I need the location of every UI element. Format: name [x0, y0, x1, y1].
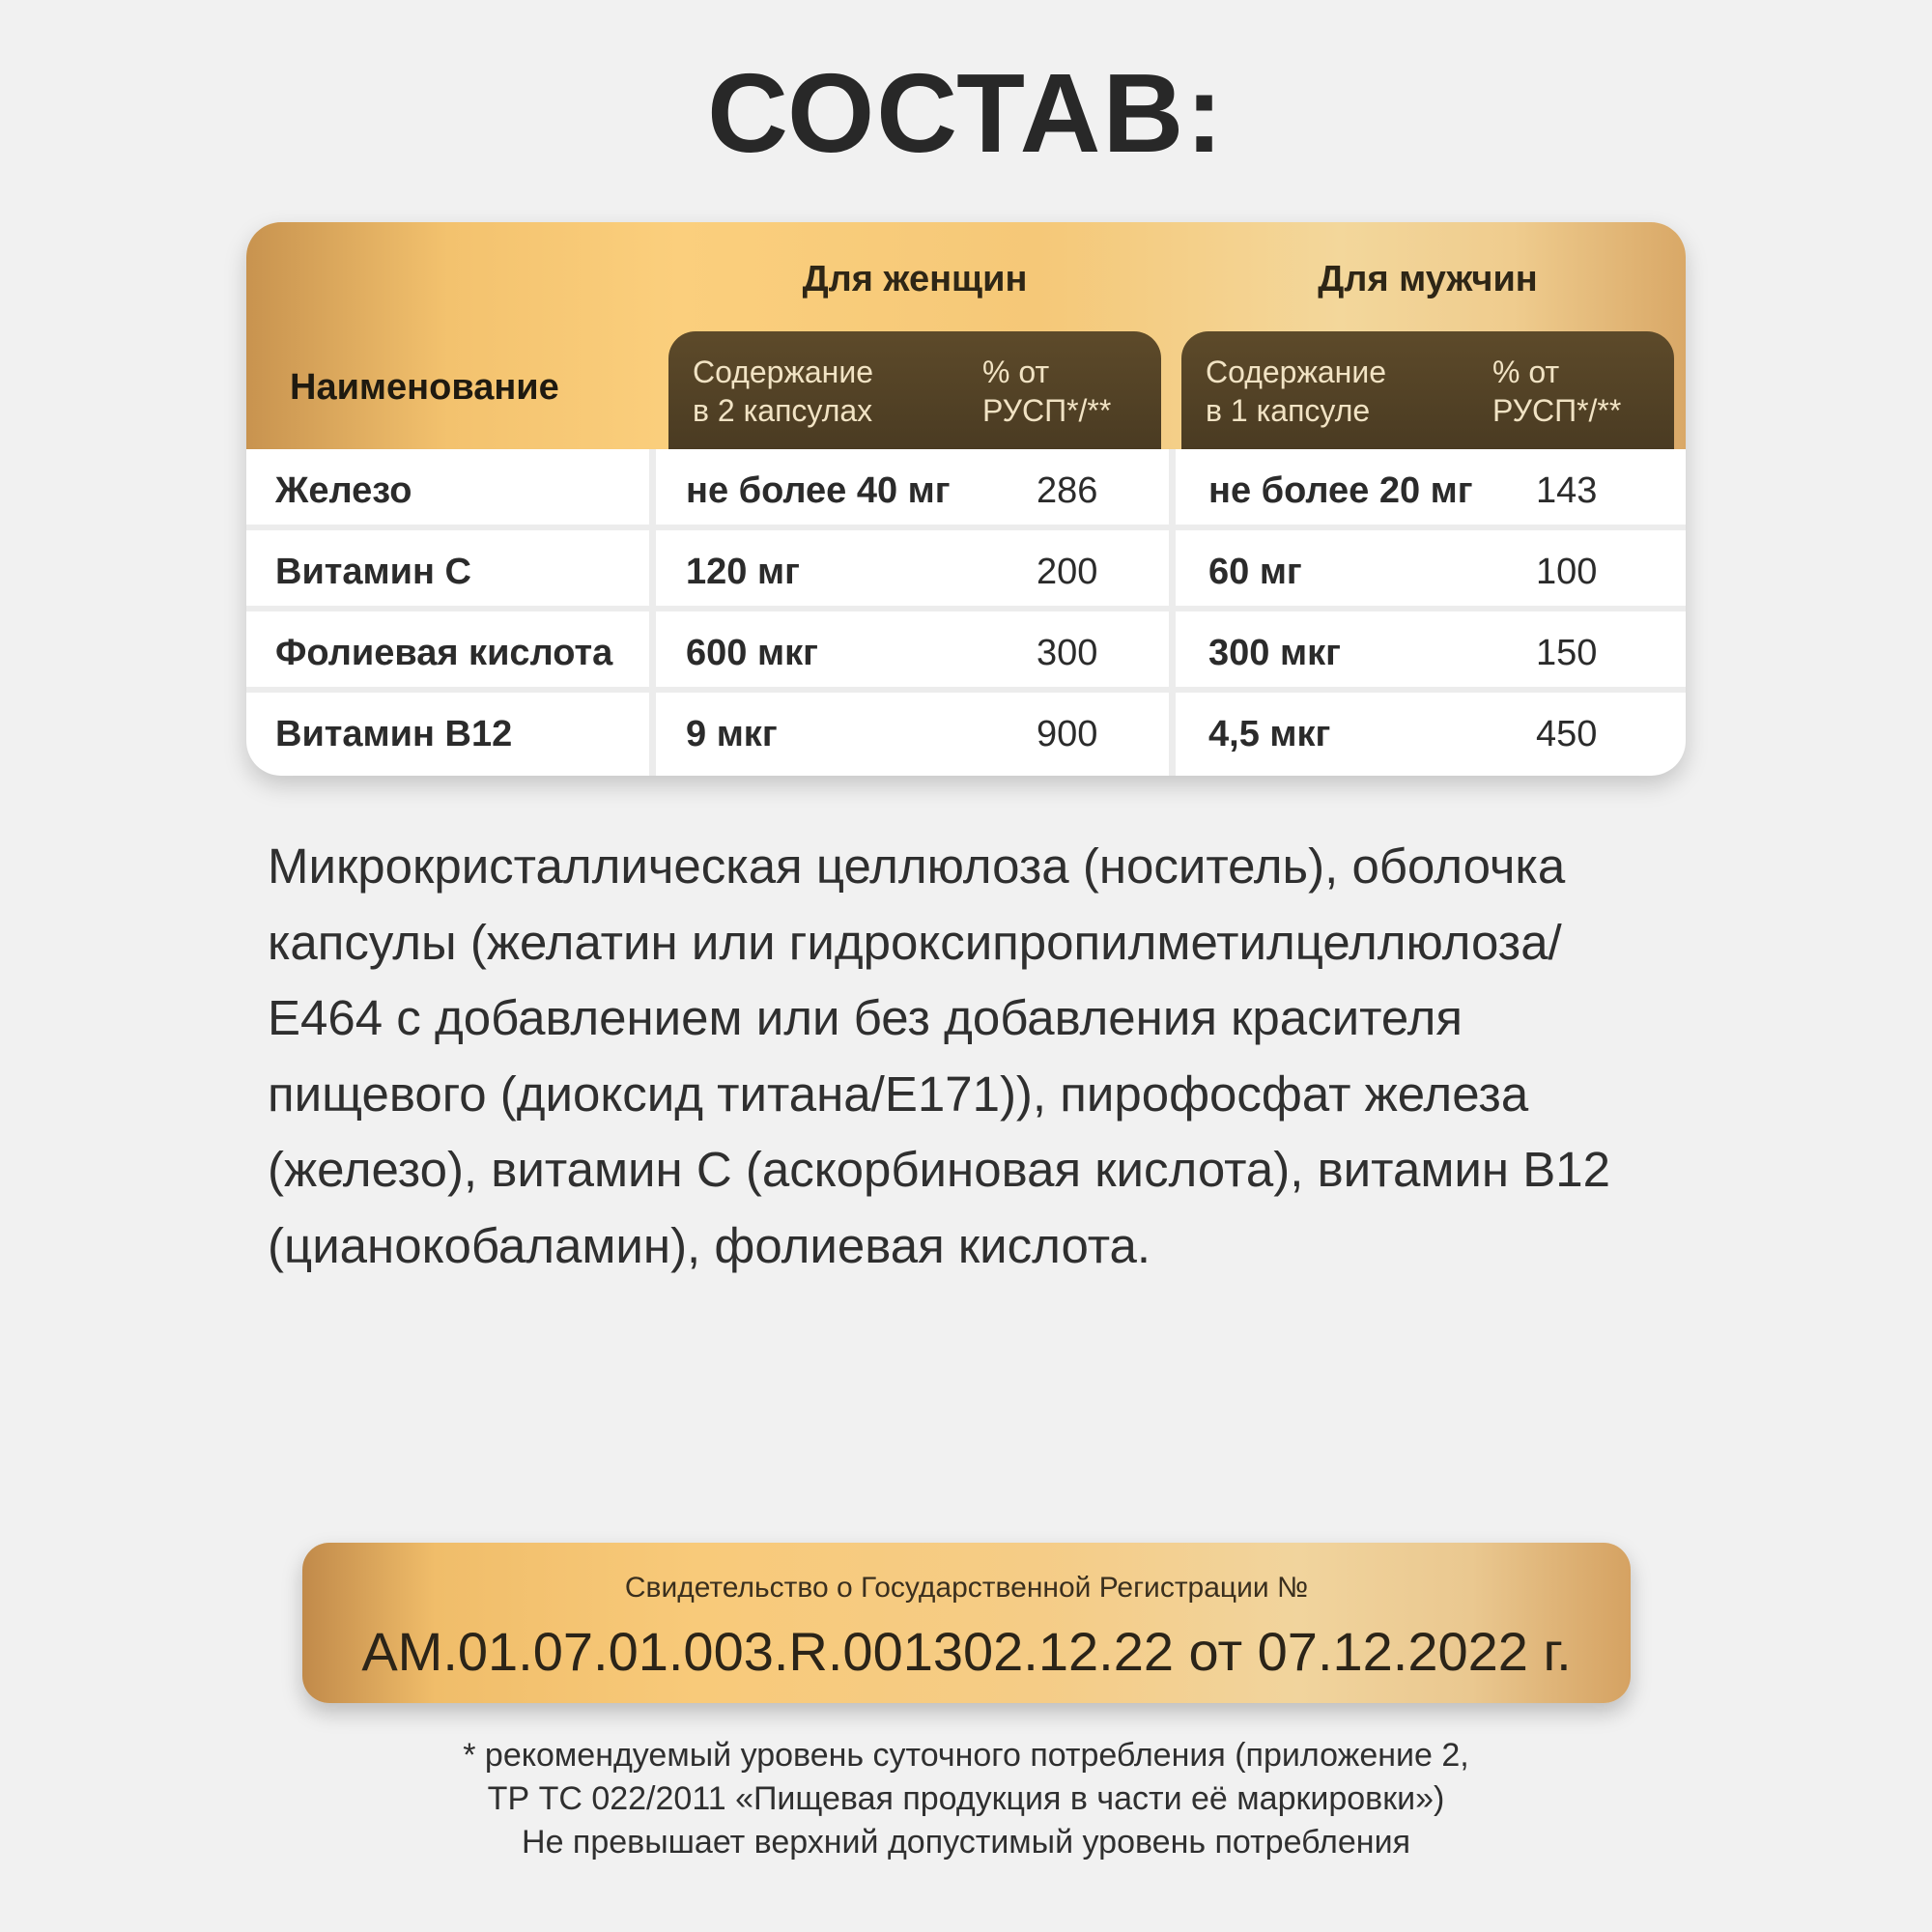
table-row — [246, 611, 1686, 687]
composition-table — [246, 222, 1686, 776]
footnote-line: Не превышает верхний допустимый уровень потребления — [522, 1824, 1410, 1861]
women-content-header: Содержание в 2 капсулах — [693, 355, 874, 428]
women-amount: 120 мг — [686, 552, 800, 592]
table-row — [246, 530, 1686, 606]
nutrient-name: Железо — [275, 470, 412, 511]
ingredients-line: Е464 с добавлением или без добавления красителя — [268, 990, 1463, 1045]
women-subheader — [668, 331, 1161, 449]
registration-label: Свидетельство о Государственной Регистрации № — [624, 1572, 1309, 1604]
footnote — [0, 1734, 1932, 1864]
ingredients-line: капсулы (желатин или гидроксипропилметилцеллюлоза/ — [268, 914, 1562, 970]
men-amount: 60 мг — [1208, 552, 1302, 592]
footnote-line: ТР ТС 022/2011 «Пищевая продукция в части её маркировки») — [487, 1780, 1445, 1817]
nutrient-name: Фолиевая кислота — [275, 633, 613, 673]
men-group-header: Для мужчин — [1318, 259, 1538, 299]
ingredients-line: пищевого (диоксид титана/Е171)), пирофосфат железа — [268, 1065, 1529, 1122]
ingredients-line: (железо), витамин С (аскорбиновая кислота), витамин В12 — [268, 1142, 1610, 1197]
women-amount: 600 мкг — [686, 633, 818, 673]
men-percent: 150 — [1536, 633, 1598, 673]
ingredients-line: (цианокобаламин), фолиевая кислота. — [268, 1217, 1151, 1273]
women-amount: 9 мкг — [686, 714, 778, 754]
nutrient-name: Витамин В12 — [275, 714, 513, 754]
women-percent: 286 — [1037, 470, 1098, 511]
men-content-header: Содержание в 1 капсуле — [1206, 355, 1387, 428]
table-row — [246, 449, 1686, 525]
men-percent: 100 — [1536, 552, 1598, 592]
women-percent: 200 — [1037, 552, 1098, 592]
men-percent: 143 — [1536, 470, 1598, 511]
table-header — [246, 222, 1686, 449]
women-percent: 300 — [1037, 633, 1098, 673]
women-amount: не более 40 мг — [686, 470, 951, 511]
nutrient-name: Витамин С — [275, 552, 471, 592]
table-row — [246, 693, 1686, 768]
page-title: СОСТАВ: — [707, 50, 1225, 176]
registration-number: AM.01.07.01.003.R.001302.12.22 от 07.12.2022 г. — [361, 1621, 1572, 1682]
women-group-header: Для женщин — [802, 259, 1028, 299]
men-percent: 450 — [1536, 714, 1598, 754]
footnote-line: * рекомендуемый уровень суточного потребления (приложение 2, — [463, 1737, 1469, 1774]
men-percent-header: % от РУСП*/** — [1492, 355, 1622, 428]
men-amount: 300 мкг — [1208, 633, 1341, 673]
women-percent: 900 — [1037, 714, 1098, 754]
men-amount: 4,5 мкг — [1208, 714, 1331, 754]
men-amount: не более 20 мг — [1208, 470, 1473, 511]
ingredients-line: Микрокристаллическая целлюлоза (носитель), оболочка — [268, 838, 1566, 894]
ingredients-text — [268, 829, 1688, 1284]
registration-badge — [302, 1543, 1631, 1703]
women-percent-header: % от РУСП*/** — [982, 355, 1112, 428]
name-column-header: Наименование — [290, 367, 559, 408]
men-subheader — [1181, 331, 1674, 449]
